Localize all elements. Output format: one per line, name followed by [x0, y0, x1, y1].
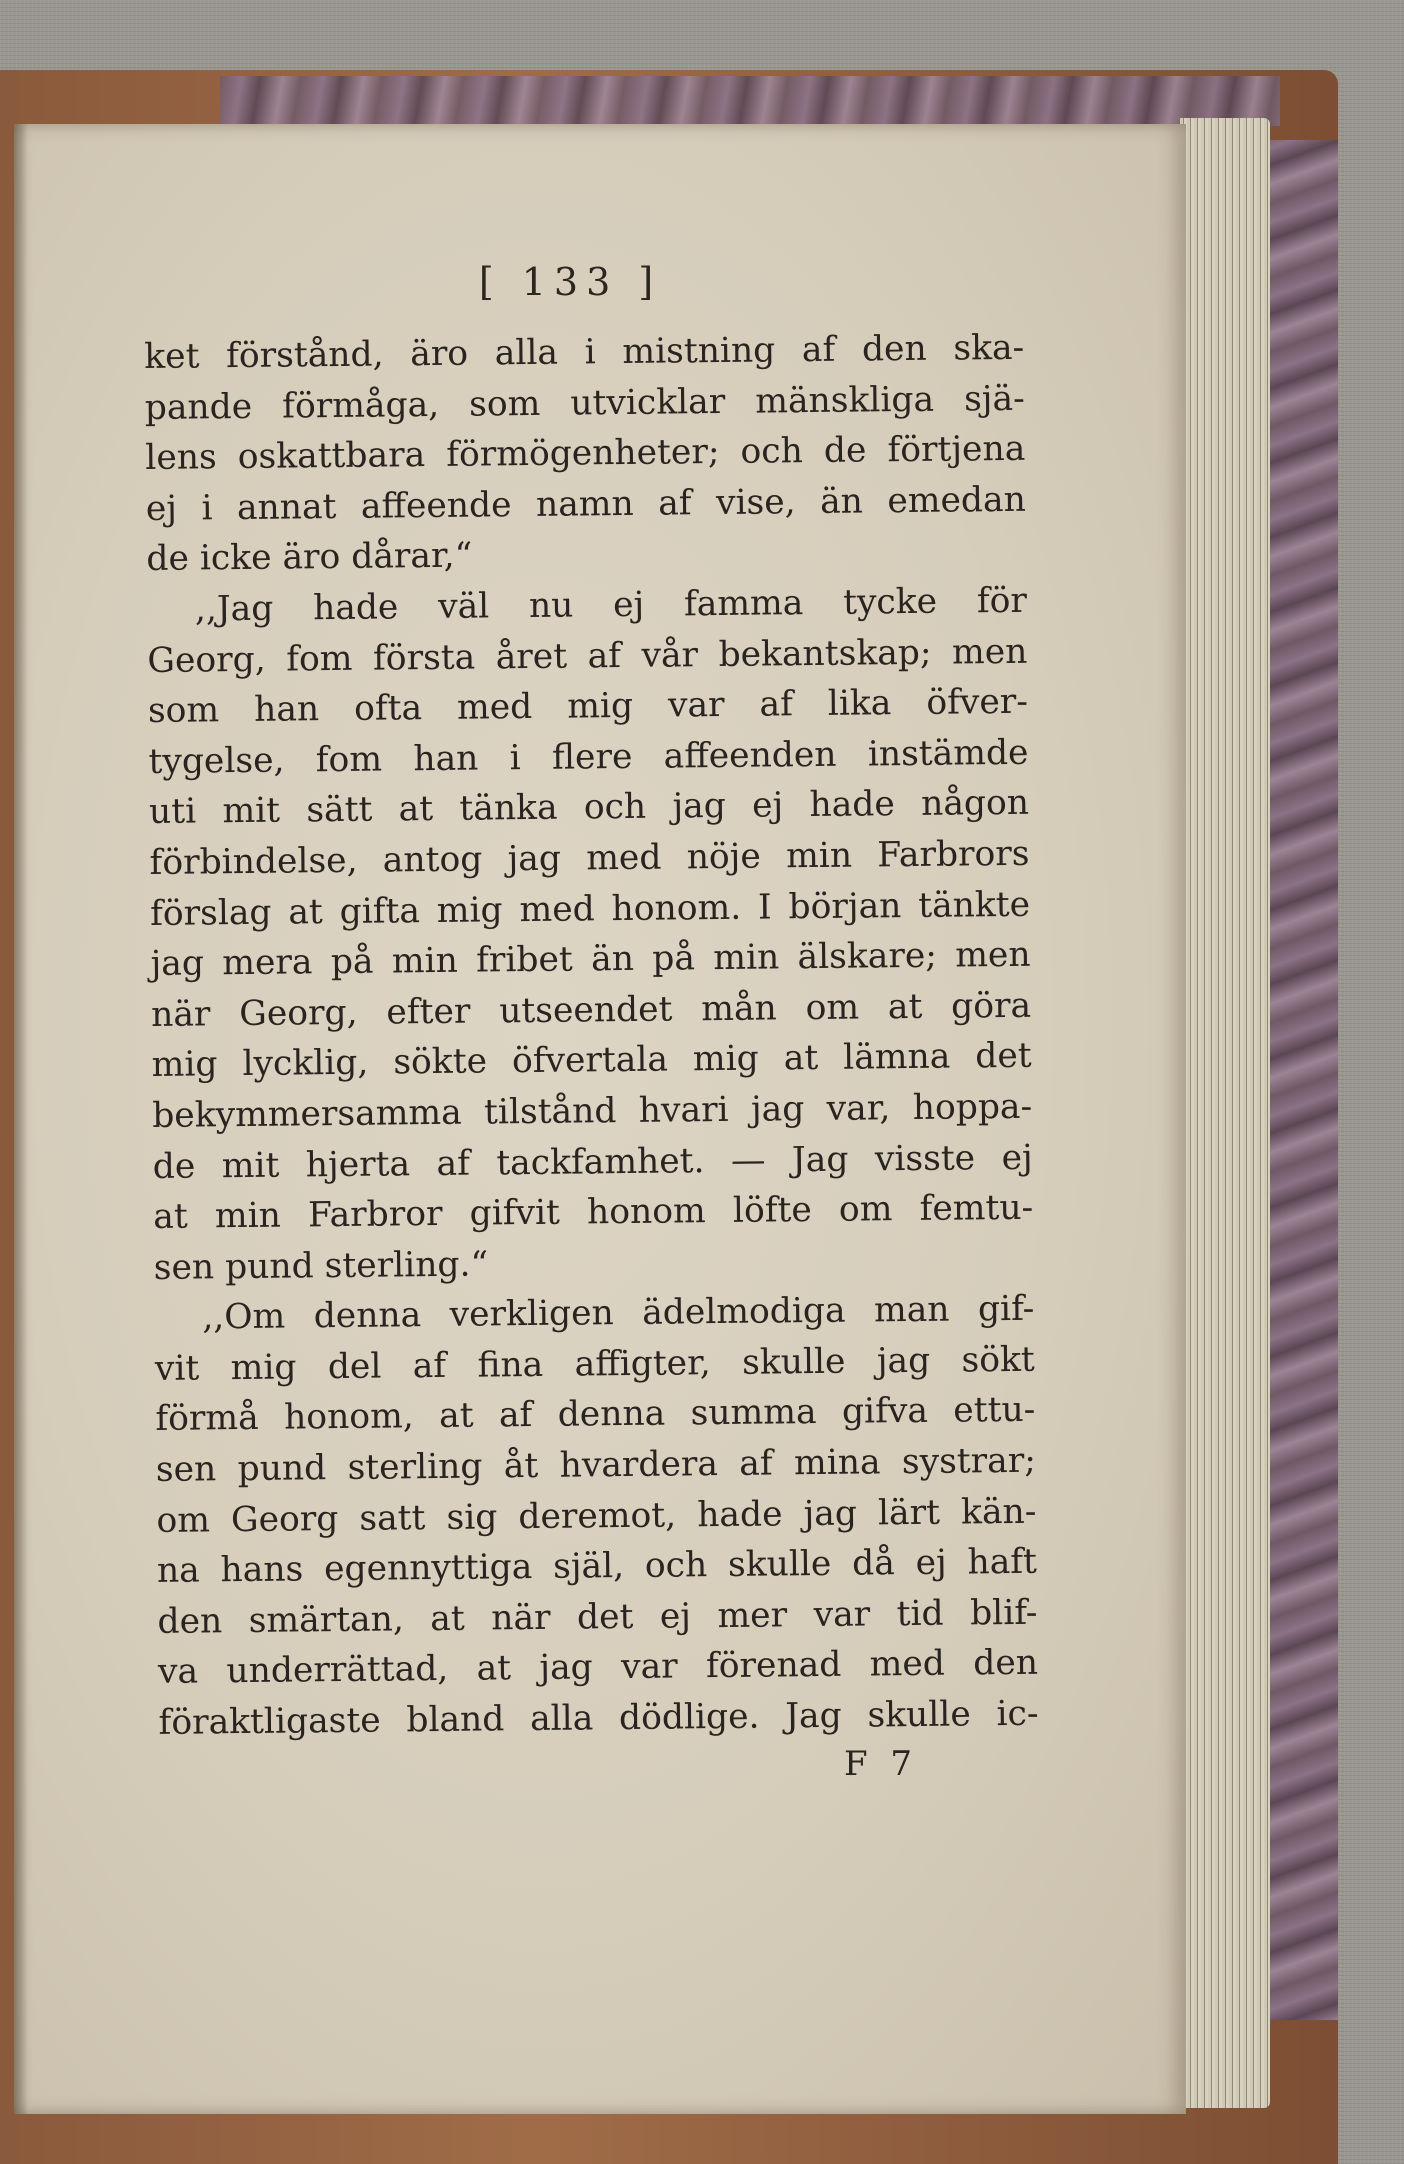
marbled-edge-top [220, 76, 1280, 126]
text-line: förbindelse, antog jag med nöje min Farbrors [149, 833, 1030, 883]
text-line: uti mit sätt at tänka och jag ej hade någon [148, 783, 1030, 833]
text-line: ,,Om denna verkligen ädelmodiga man gif- [202, 1289, 1035, 1338]
text-line: förmå honom, at af denna summa gifva ettu- [155, 1390, 1036, 1440]
text-line: om Georg satt sig deremot, hade jag lärt kän- [156, 1491, 1037, 1541]
text-line: pande förmåga, som utvicklar mänskliga sjä- [144, 378, 1025, 428]
text-line: vit mig del af fina affigter, skulle jag sökt [154, 1339, 1036, 1389]
text-line: ej i annat affeende namn af vise, än emedan [145, 479, 1027, 529]
body-text [144, 323, 1039, 1749]
text-line: jag mera på min fribet än på min älskare; men [150, 934, 1031, 985]
text-line: föraktligaste bland alla dödlige. Jag skulle ic- [158, 1693, 1039, 1743]
text-line: va underrättad, at jag var förenad med den [157, 1643, 1039, 1693]
page-number-header: [ 133 ] [478, 260, 662, 304]
text-line: lens oskattbara förmögenheter; och de förtjena [145, 428, 1026, 479]
text-line: tygelse, fom han i flere affeenden instämde [148, 732, 1029, 782]
text-line: när Georg, efter utseendet mån om at göra [150, 985, 1032, 1035]
text-line: de icke äro dårar,“ [146, 535, 473, 580]
page-edges [1180, 118, 1270, 2108]
text-line: ket förstånd, äro alla i mistning af den ska- [144, 327, 1025, 377]
text-line: sen pund sterling åt hvardera af mina systrar; [155, 1440, 1037, 1490]
text-line: förslag at gifta mig med honom. I början tänkte [149, 884, 1031, 934]
text-line: bekymmersamma tilstånd hvari jag var, hoppa- [151, 1086, 1033, 1136]
signature-mark: F 7 [844, 1744, 919, 1784]
text-line: ,,Jag hade väl nu ej famma tycke för [194, 580, 1028, 630]
text-line: sen pund sterling.“ [153, 1244, 489, 1288]
text-line: Georg, fom första året af vår bekantskap; men [147, 631, 1028, 681]
text-line: mig lycklig, sökte öfvertala mig at lämna det [151, 1036, 1032, 1086]
text-line: at min Farbror gifvit honom löfte om femtu- [153, 1187, 1034, 1238]
spine-shadow [14, 124, 28, 2114]
text-line: den smärtan, at när det ej mer var tid blif- [157, 1592, 1038, 1642]
text-line: de mit hjerta af tackfamhet. — Jag visste ej [152, 1137, 1033, 1187]
book-page [14, 124, 1186, 2114]
text-line: som han ofta med mig var af lika öfver- [147, 681, 1029, 732]
text-line: na hans egennyttiga själ, och skulle då ej haft [156, 1541, 1038, 1592]
